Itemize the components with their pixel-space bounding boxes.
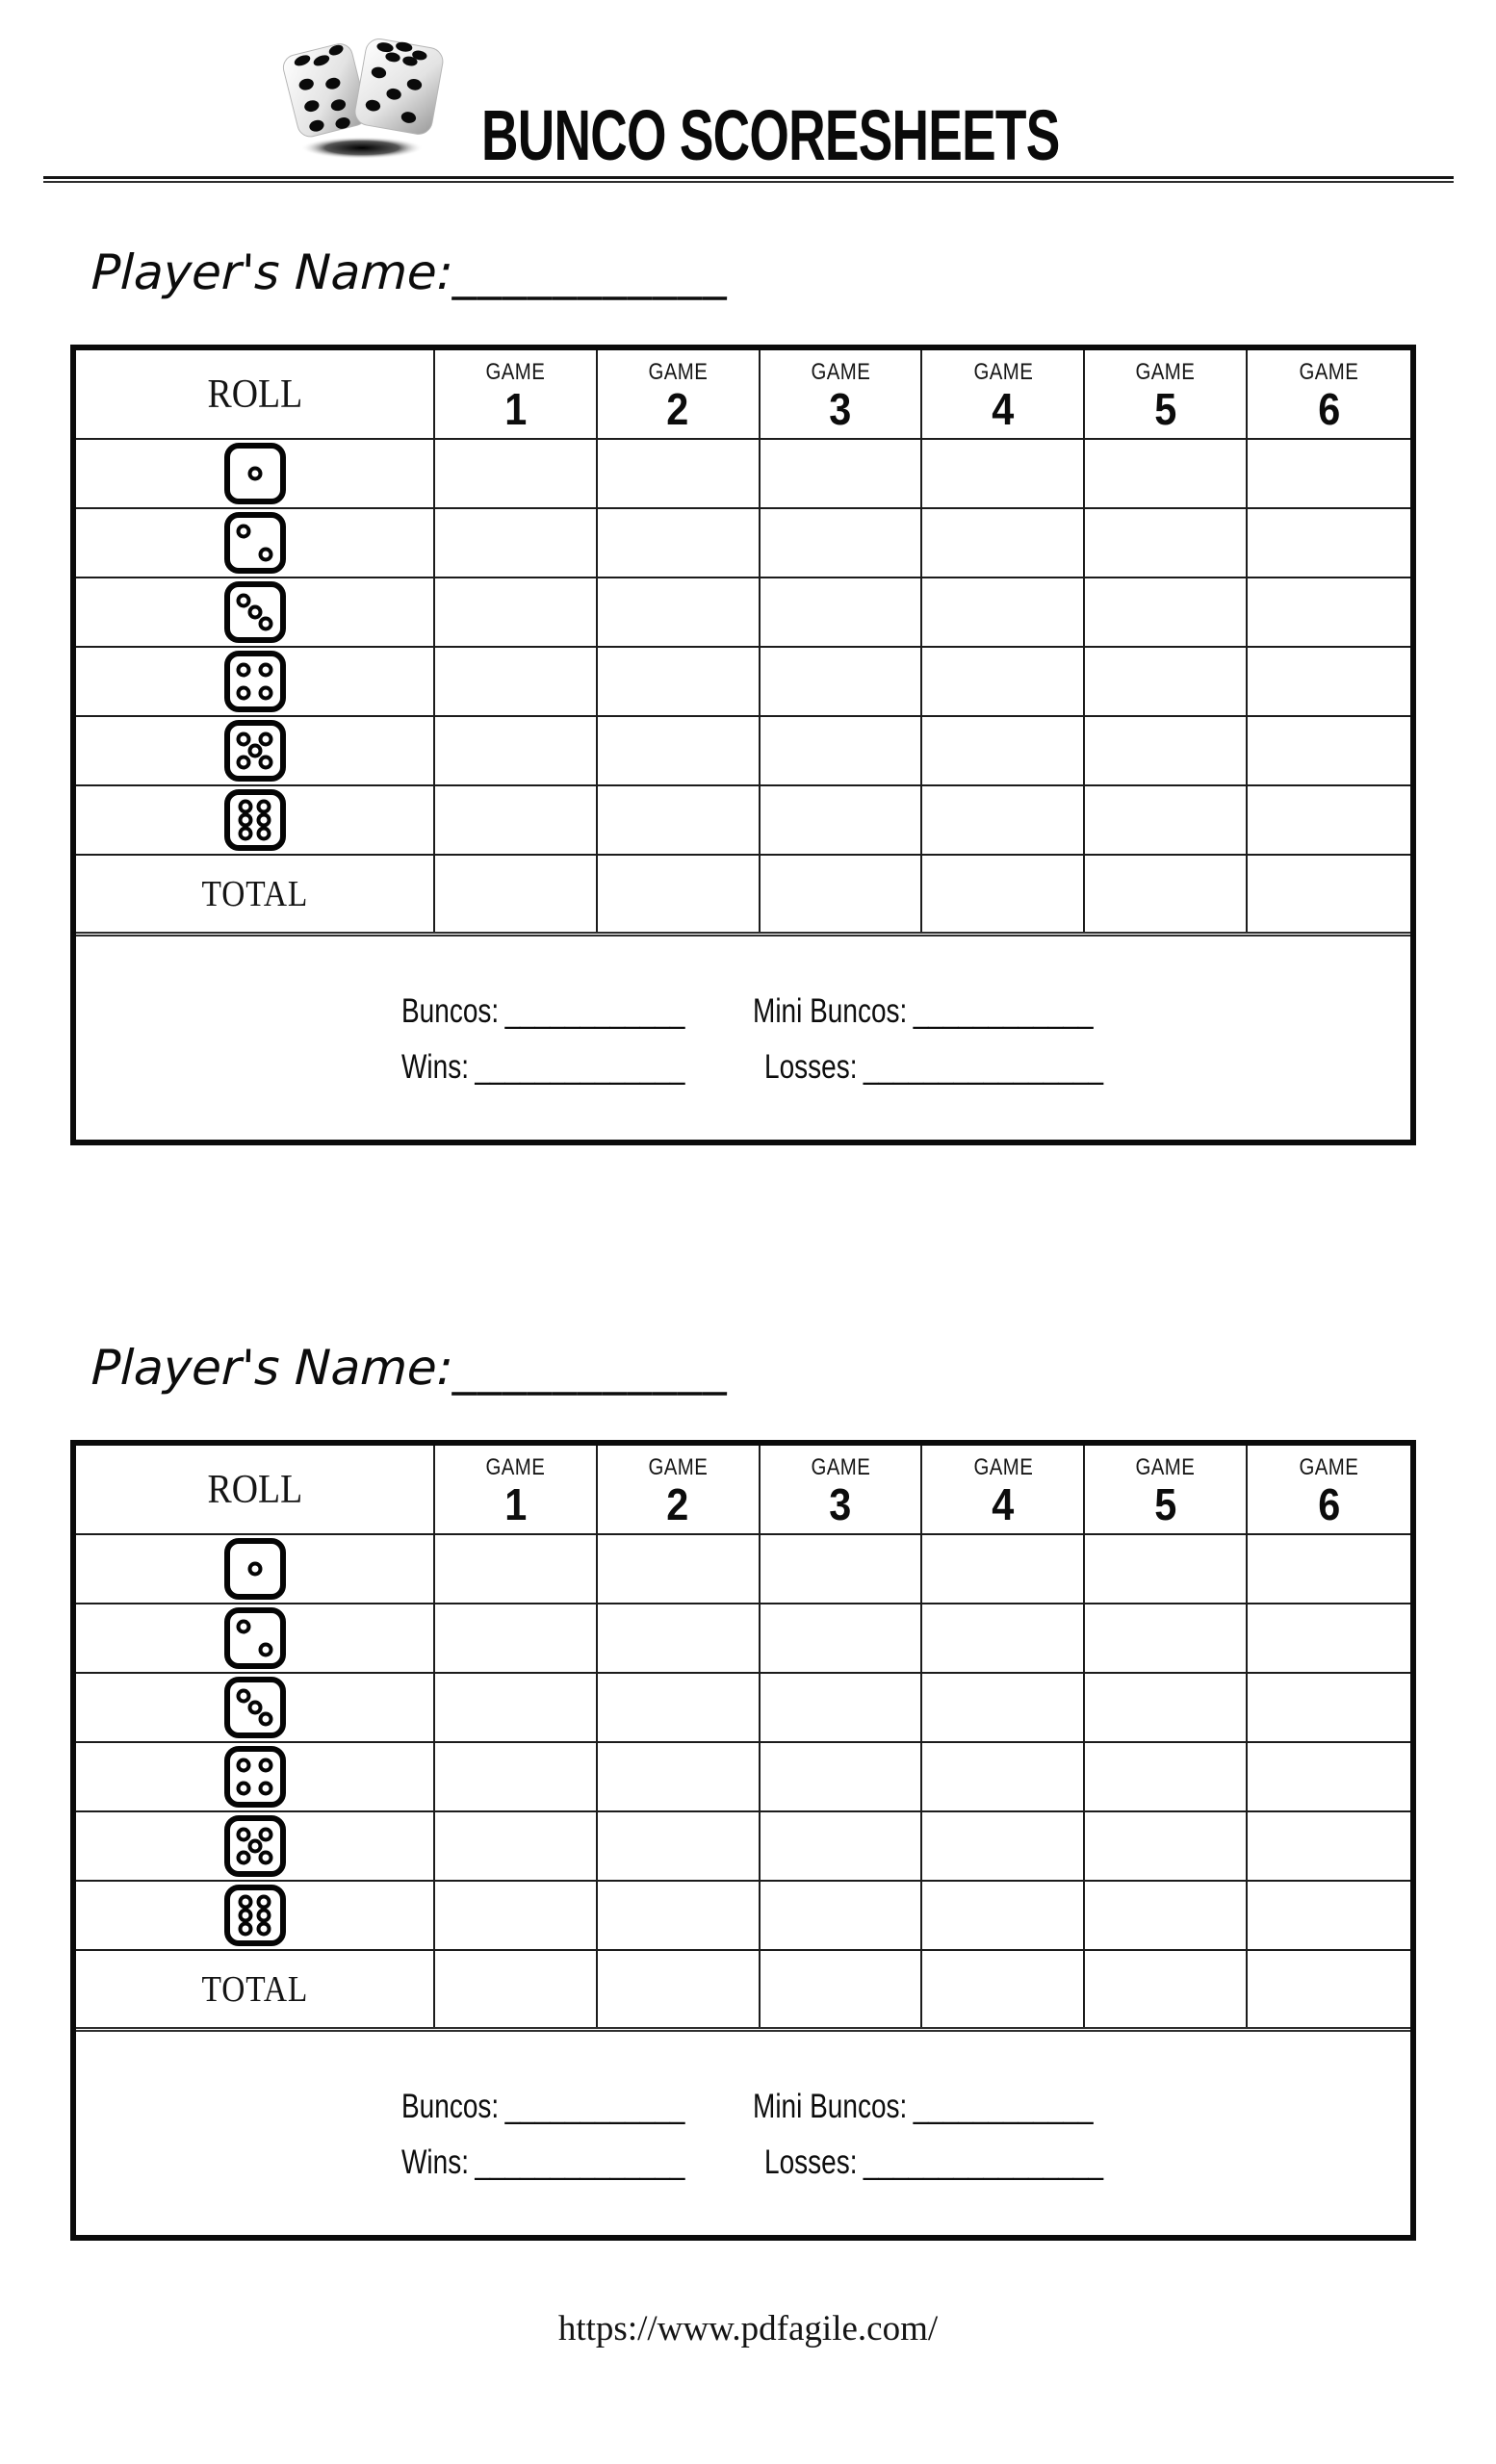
score-cell — [761, 1604, 923, 1674]
dice-cell — [76, 1535, 435, 1604]
score-table — [70, 345, 1416, 1145]
total-cell — [598, 1951, 761, 2027]
total-label-cell: TOTAL — [76, 1951, 435, 2027]
score-cell — [435, 1882, 598, 1951]
die-3-icon — [224, 581, 286, 643]
score-cell — [922, 717, 1085, 786]
total-cell — [1085, 856, 1248, 932]
mini-buncos-blank: ____________ — [913, 992, 1094, 1030]
total-cell — [922, 856, 1085, 932]
score-cell — [598, 1535, 761, 1604]
total-label-cell: TOTAL — [76, 856, 435, 932]
buncos-field — [401, 994, 684, 1028]
total-cell — [598, 856, 761, 932]
score-cell — [922, 786, 1085, 856]
score-cell — [922, 1882, 1085, 1951]
losses-field — [764, 1050, 1103, 1084]
score-cell — [598, 648, 761, 717]
buncos-label: Buncos: — [401, 2088, 500, 2125]
score-cell — [761, 440, 923, 509]
dice-cell — [76, 1882, 435, 1951]
score-cell — [1085, 509, 1248, 578]
score-cell — [435, 509, 598, 578]
page-title: BUNCO SCORESHEETS — [481, 95, 1060, 175]
losses-field — [764, 2145, 1103, 2179]
score-cell — [1085, 1604, 1248, 1674]
score-cell — [761, 1535, 923, 1604]
wins-label: Wins: — [401, 1048, 469, 1086]
dice-cell — [76, 1743, 435, 1812]
score-cell — [1248, 786, 1410, 856]
score-cell — [598, 1882, 761, 1951]
total-cell — [761, 1951, 923, 2027]
score-cell — [761, 1743, 923, 1812]
dice-cell — [76, 1604, 435, 1674]
score-cell — [1085, 1812, 1248, 1882]
mini-buncos-label: Mini Buncos: — [753, 992, 908, 1030]
losses-blank: ________________ — [863, 1048, 1104, 1086]
score-cell — [598, 1743, 761, 1812]
game-1-header: GAME 1 — [435, 1446, 598, 1535]
wins-field — [401, 1050, 684, 1084]
score-cell — [435, 1674, 598, 1743]
score-cell — [922, 648, 1085, 717]
die-3-icon — [224, 1677, 286, 1738]
player-name-blank: ___________ — [451, 244, 730, 300]
player-name-line — [90, 1340, 730, 1396]
dice-cell — [76, 717, 435, 786]
score-cell — [761, 578, 923, 648]
score-cell — [1248, 1674, 1410, 1743]
score-cell — [598, 1604, 761, 1674]
game-4-header: GAME 4 — [922, 350, 1085, 440]
dice-cell — [76, 786, 435, 856]
score-cell — [1248, 578, 1410, 648]
score-cell — [1248, 717, 1410, 786]
score-cell — [1085, 1535, 1248, 1604]
score-cell — [922, 509, 1085, 578]
total-cell — [1248, 1951, 1410, 2027]
roll-header-cell: ROLL — [76, 350, 435, 440]
die-1-icon — [224, 1538, 286, 1600]
total-cell — [435, 856, 598, 932]
player-name-blank: ___________ — [451, 1340, 730, 1396]
die-6-icon — [224, 1885, 286, 1946]
score-cell — [435, 648, 598, 717]
score-cell — [598, 1674, 761, 1743]
score-cell — [922, 1604, 1085, 1674]
score-cell — [1085, 786, 1248, 856]
game-6-header: GAME 6 — [1248, 350, 1410, 440]
score-cell — [435, 1535, 598, 1604]
wins-blank: ______________ — [475, 2143, 685, 2181]
score-cell — [435, 1743, 598, 1812]
mini-buncos-field — [753, 2090, 1094, 2123]
score-cell — [598, 1812, 761, 1882]
mini-buncos-field — [753, 994, 1094, 1028]
dice-cell — [76, 440, 435, 509]
player-name-line — [90, 244, 730, 300]
score-cell — [435, 1604, 598, 1674]
stats-area — [76, 2027, 1410, 2235]
score-cell — [1085, 717, 1248, 786]
game-1-header: GAME 1 — [435, 350, 598, 440]
die-2-icon — [224, 1607, 286, 1669]
losses-blank: ________________ — [863, 2143, 1104, 2181]
score-cell — [435, 786, 598, 856]
score-cell — [435, 578, 598, 648]
score-cell — [1248, 509, 1410, 578]
score-cell — [761, 717, 923, 786]
dice-cell — [76, 648, 435, 717]
score-cell — [598, 440, 761, 509]
score-cell — [435, 717, 598, 786]
game-3-header: GAME 3 — [761, 1446, 923, 1535]
total-cell — [435, 1951, 598, 2027]
die-6-icon — [224, 789, 286, 851]
score-cell — [1085, 578, 1248, 648]
score-cell — [922, 440, 1085, 509]
game-4-header: GAME 4 — [922, 1446, 1085, 1535]
die-1-icon — [224, 443, 286, 504]
die-4-icon — [224, 1746, 286, 1808]
game-2-header: GAME 2 — [598, 350, 761, 440]
score-cell — [1248, 1604, 1410, 1674]
buncos-blank: ____________ — [504, 2088, 685, 2125]
die-2-icon — [224, 512, 286, 574]
game-6-header: GAME 6 — [1248, 1446, 1410, 1535]
score-cell — [1248, 1743, 1410, 1812]
score-cell — [1248, 648, 1410, 717]
score-cell — [761, 1674, 923, 1743]
score-cell — [761, 786, 923, 856]
score-cell — [761, 1812, 923, 1882]
game-2-header: GAME 2 — [598, 1446, 761, 1535]
score-cell — [1248, 1882, 1410, 1951]
score-cell — [761, 1882, 923, 1951]
score-cell — [1085, 648, 1248, 717]
scoresheet-1 — [0, 0, 1496, 1097]
player-name-label: Player's Name: — [90, 244, 454, 300]
mini-buncos-blank: ____________ — [913, 2088, 1094, 2125]
dice-cell — [76, 1674, 435, 1743]
footer-url: https://www.pdfagile.com/ — [557, 2309, 939, 2348]
wins-field — [401, 2145, 684, 2179]
score-cell — [1085, 440, 1248, 509]
score-cell — [761, 648, 923, 717]
score-cell — [922, 1743, 1085, 1812]
dice-cell — [76, 578, 435, 648]
total-cell — [1085, 1951, 1248, 2027]
score-cell — [922, 578, 1085, 648]
dice-cell — [76, 1812, 435, 1882]
game-5-header: GAME 5 — [1085, 1446, 1248, 1535]
die-5-icon — [224, 720, 286, 782]
score-cell — [922, 1812, 1085, 1882]
scoresheet-2 — [0, 1095, 1496, 2193]
score-cell — [598, 786, 761, 856]
dice-cell — [76, 509, 435, 578]
die-5-icon — [224, 1815, 286, 1877]
total-cell — [922, 1951, 1085, 2027]
score-cell — [922, 1535, 1085, 1604]
score-cell — [922, 1674, 1085, 1743]
wins-label: Wins: — [401, 2143, 469, 2181]
buncos-label: Buncos: — [401, 992, 500, 1030]
losses-label: Losses: — [764, 2143, 858, 2181]
total-cell — [1248, 856, 1410, 932]
wins-blank: ______________ — [475, 1048, 685, 1086]
buncos-blank: ____________ — [504, 992, 685, 1030]
score-cell — [435, 440, 598, 509]
player-name-label: Player's Name: — [90, 1340, 454, 1396]
score-cell — [598, 578, 761, 648]
score-cell — [435, 1812, 598, 1882]
score-cell — [598, 717, 761, 786]
roll-header-cell: ROLL — [76, 1446, 435, 1535]
score-cell — [1248, 440, 1410, 509]
score-cell — [761, 509, 923, 578]
score-cell — [1085, 1882, 1248, 1951]
score-cell — [1248, 1812, 1410, 1882]
game-5-header: GAME 5 — [1085, 350, 1248, 440]
die-4-icon — [224, 651, 286, 712]
score-cell — [1085, 1674, 1248, 1743]
score-cell — [598, 509, 761, 578]
buncos-field — [401, 2090, 684, 2123]
total-cell — [761, 856, 923, 932]
mini-buncos-label: Mini Buncos: — [753, 2088, 908, 2125]
score-cell — [1248, 1535, 1410, 1604]
losses-label: Losses: — [764, 1048, 858, 1086]
score-cell — [1085, 1743, 1248, 1812]
score-table — [70, 1440, 1416, 2241]
game-3-header: GAME 3 — [761, 350, 923, 440]
